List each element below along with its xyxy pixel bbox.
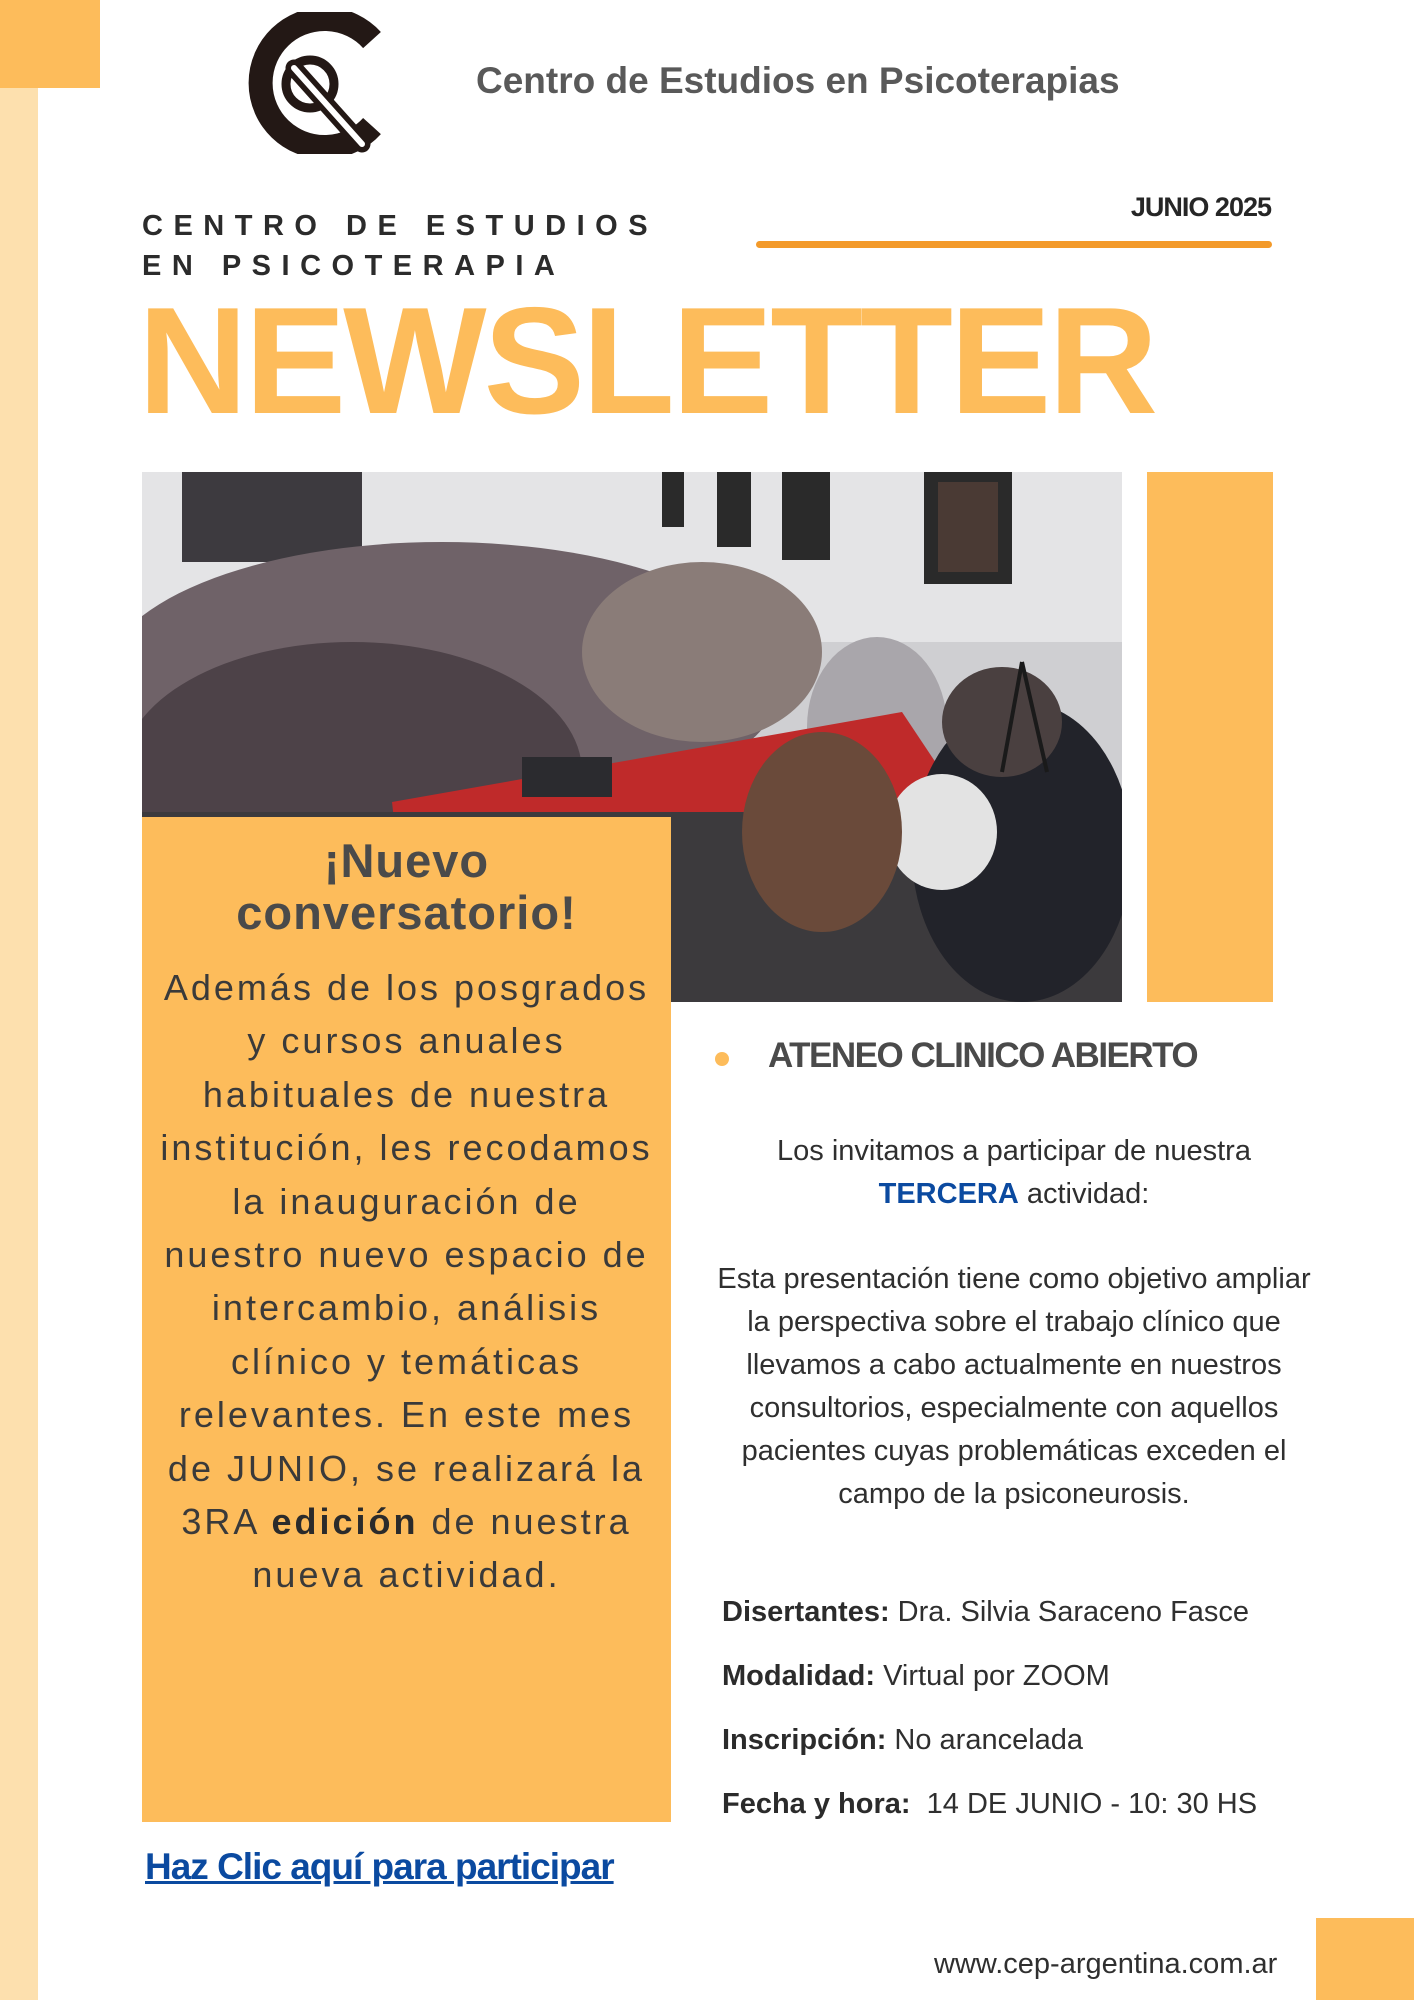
- newsletter-title: NEWSLETTER: [138, 276, 1156, 446]
- detail-speakers: [722, 1596, 1249, 1629]
- issue-date: JUNIO 2025: [1130, 192, 1271, 222]
- detail-date-time: [722, 1788, 1257, 1821]
- cep-logo-icon: [244, 12, 382, 154]
- feature-text: [160, 961, 653, 1602]
- detail-value: Dra. Silvia Saraceno Fasce: [889, 1596, 1250, 1628]
- feature-box: [142, 817, 671, 1822]
- left-decorative-stripe: [0, 0, 38, 2000]
- detail-value: Virtual por ZOOM: [875, 1660, 1110, 1692]
- feature-title: ¡Nuevo conversatorio!: [236, 834, 577, 939]
- participate-link[interactable]: Haz Clic aquí para participar: [145, 1846, 614, 1887]
- detail-label: Modalidad:: [722, 1660, 876, 1692]
- bottom-right-accent-square: [1316, 1918, 1414, 2000]
- feature-text-part1: Además de los posgrados y cursos anuales habituales de nuestra institución, les recodamos la inauguración de nuestro nuevo espacio de intercambio, análisis clínico y temáticas relevantes. En este mes de JUNIO, se realizará la 3RA: [160, 967, 653, 1543]
- subtitle-line-1: CENTRO DE ESTUDIOS: [142, 210, 659, 242]
- invite-text-after: actividad:: [1018, 1178, 1150, 1210]
- detail-modality: [722, 1660, 1110, 1693]
- subtitle: [142, 206, 658, 286]
- subtitle-line-2: EN PSICOTERAPIA: [142, 250, 566, 282]
- bullet-dot-icon: [715, 1052, 729, 1066]
- detail-label: Inscripción:: [722, 1724, 887, 1756]
- detail-registration: [722, 1724, 1083, 1757]
- top-left-accent-square: [0, 0, 100, 88]
- event-title: ATENEO CLINICO ABIERTO: [768, 1036, 1198, 1075]
- invite-highlight: TERCERA: [878, 1178, 1019, 1210]
- invite-text: Los invitamos a participar de nuestra: [777, 1135, 1251, 1167]
- detail-label: Disertantes:: [722, 1596, 890, 1628]
- event-description: Esta presentación tiene como objetivo ampliar la perspectiva sobre el trabajo clínico que llevamos a cabo actualmente en nuestros consultorios, especialmente con aquellos pacientes cuyas problemáticas exceden el campo de la psiconeurosis.: [717, 1263, 1311, 1510]
- website-link[interactable]: www.cep-argentina.com.ar: [934, 1948, 1278, 1980]
- feature-text-part2: de nuestra nueva actividad.: [252, 1501, 632, 1596]
- detail-value: No arancelada: [886, 1724, 1084, 1756]
- organization-header: Centro de Estudios en Psicoterapias: [476, 60, 1120, 101]
- feature-text-bold: edición: [271, 1501, 419, 1543]
- header-divider: [756, 241, 1272, 248]
- event-invite: [712, 1130, 1316, 1216]
- detail-value: 14 DE JUNIO - 10: 30 HS: [910, 1788, 1258, 1820]
- right-accent-bar: [1147, 472, 1273, 1002]
- detail-label: Fecha y hora:: [722, 1788, 911, 1820]
